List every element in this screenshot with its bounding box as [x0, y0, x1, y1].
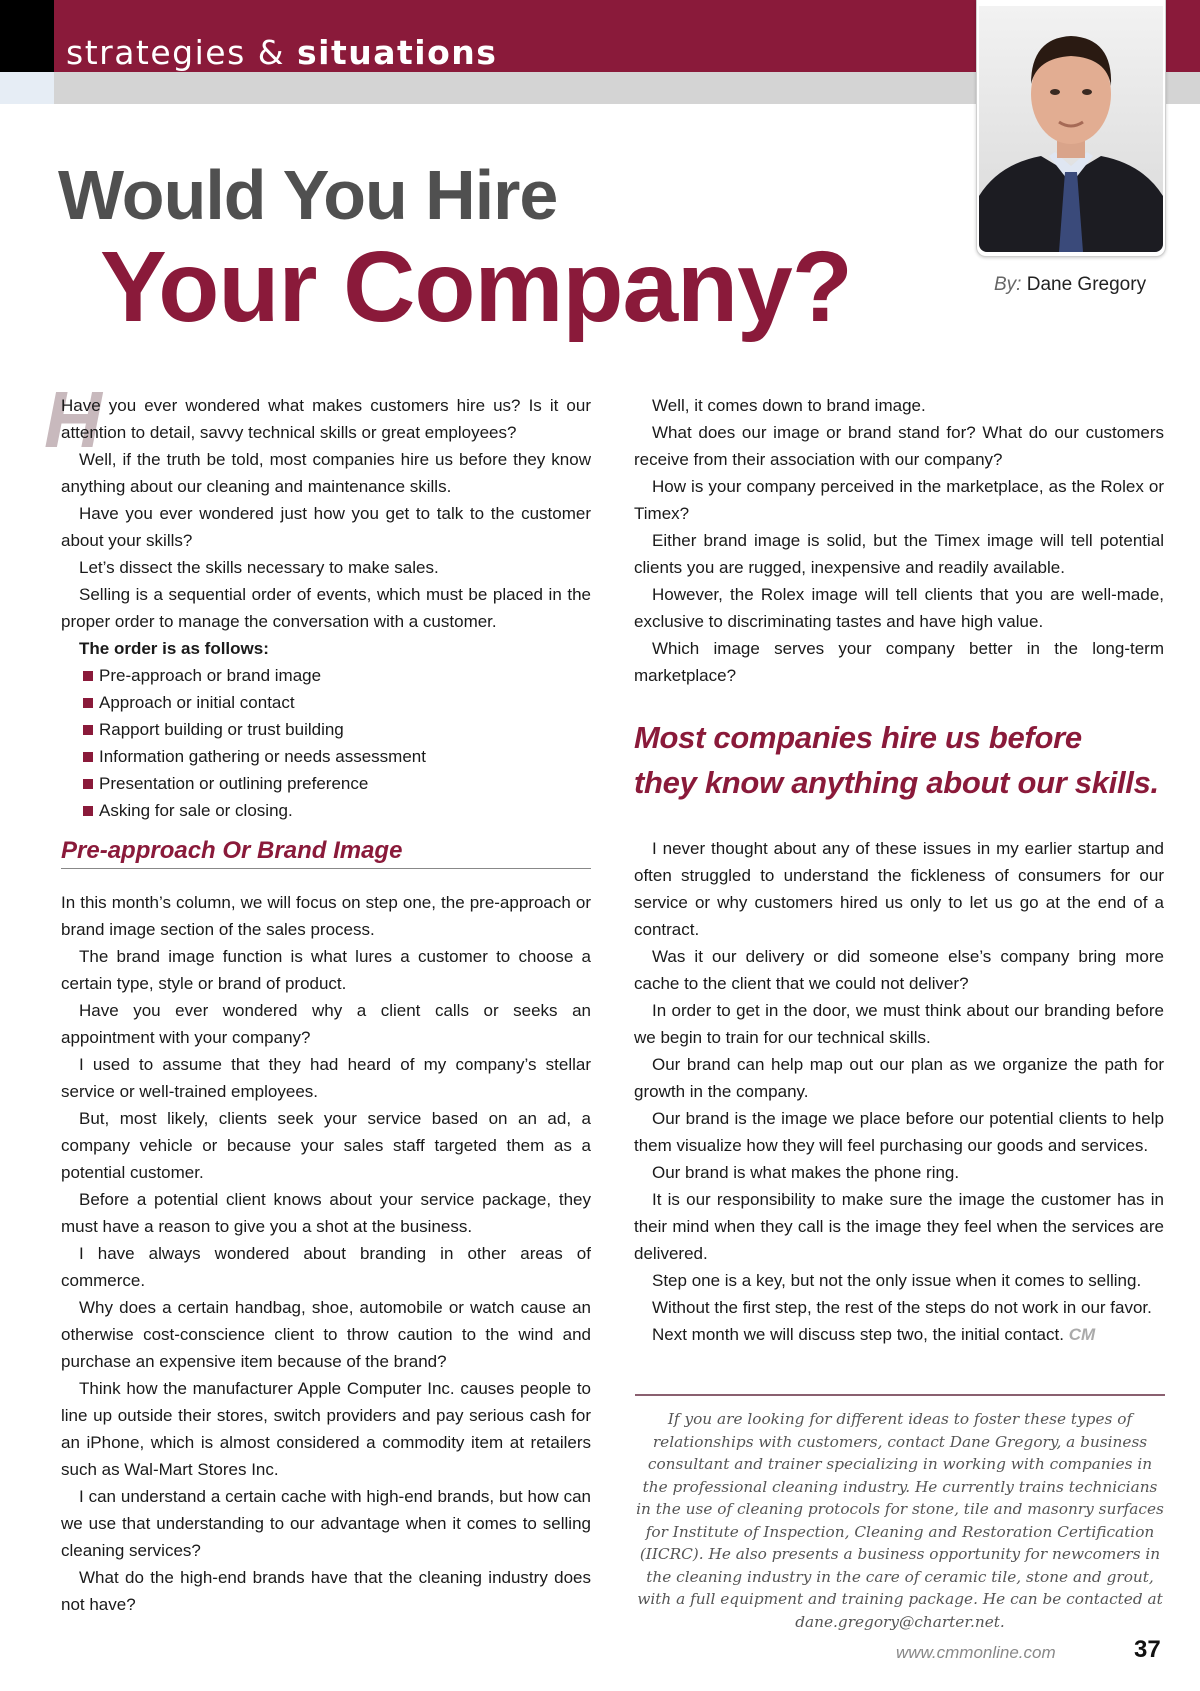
final-sentence: Next month we will discuss step two, the initial contact. [652, 1325, 1064, 1344]
subheading: Pre-approach Or Brand Image [61, 836, 591, 869]
author-photo-frame [976, 0, 1166, 257]
page-number: 37 [1134, 1636, 1161, 1663]
paragraph: Which image serves your company better in the long-term marketplace? [634, 639, 1164, 685]
paragraph: Our brand is what makes the phone ring. [652, 1163, 960, 1182]
paragraph: But, most likely, clients seek your service based on an ad, a company vehicle or because your sales staff targeted them as a potential customer. [61, 1109, 591, 1182]
paragraph: Think how the manufacturer Apple Computer Inc. causes people to line up outside their stores, switch providers and pay serious cash for an iPhone, which is almost considered a commodity item at retailers such as Wal-Mart Stores Inc. [61, 1379, 591, 1479]
list-item: Presentation or outlining preference [83, 770, 591, 797]
paragraph: The brand image function is what lures a customer to choose a certain type, style or brand of product. [61, 947, 591, 993]
paragraph: Well, it comes down to brand image. [652, 396, 926, 415]
paragraph: What do the high-end brands have that the cleaning industry does not have? [61, 1568, 591, 1614]
right-column [634, 392, 1164, 1348]
paragraph: Selling is a sequential order of events, which must be placed in the proper order to manage the conversation with a customer. [61, 585, 591, 631]
paragraph: I have always wondered about branding in other areas of commerce. [61, 1244, 591, 1290]
section-label-light: strategies & [66, 33, 297, 72]
paragraph: Have you ever wondered what makes customers hire us? Is it our attention to detail, savvy technical skills or great employees? [61, 396, 591, 442]
header-accent-block [0, 72, 54, 104]
left-column [61, 392, 591, 1618]
list-heading: The order is as follows: [79, 639, 269, 658]
header-corner-block [0, 0, 54, 72]
drop-cap: H [44, 375, 102, 464]
paragraph: Our brand is the image we place before our potential clients to help them visualize how they will feel purchasing our goods and services. [634, 1109, 1164, 1155]
author-photo [979, 6, 1163, 252]
end-mark: CM [1068, 1325, 1096, 1344]
paragraph: Have you ever wondered why a client calls or seeks an appointment with your company? [61, 1001, 591, 1047]
list-item: Approach or initial contact [83, 689, 591, 716]
paragraph: In this month’s column, we will focus on step one, the pre-approach or brand image section of the sales process. [61, 893, 591, 939]
paragraph: Without the first step, the rest of the steps do not work in our favor. [652, 1298, 1152, 1317]
paragraph: Step one is a key, but not the only issue when it comes to selling. [652, 1271, 1142, 1290]
byline [994, 274, 1146, 296]
headline-line-1: Would You Hire [58, 156, 558, 234]
paragraph: Have you ever wondered just how you get to talk to the customer about your skills? [61, 504, 591, 550]
paragraph: In order to get in the door, we must think about our branding before we begin to train for our technical skills. [634, 1001, 1164, 1047]
paragraph: I used to assume that they had heard of my company’s stellar service or well-trained employees. [61, 1055, 591, 1101]
byline-author: Dane Gregory [1026, 274, 1147, 295]
list-item: Asking for sale or closing. [83, 797, 591, 824]
paragraph: However, the Rolex image will tell clients that you are well-made, exclusive to discriminating tastes and have high value. [634, 585, 1164, 631]
paragraph: Before a potential client knows about your service package, they must have a reason to give you a shot at the business. [61, 1190, 591, 1236]
section-label [66, 33, 498, 72]
paragraph [634, 1321, 1164, 1348]
section-label-bold: situations [297, 33, 498, 72]
paragraph: I can understand a certain cache with high-end brands, but how can we use that understanding to our advantage when it comes to selling cleaning services? [61, 1487, 591, 1560]
paragraph: Let’s dissect the skills necessary to make sales. [79, 558, 439, 577]
paragraph: Why does a certain handbag, shoe, automobile or watch cause an otherwise cost-conscience client to throw caution to the wind and purchase an expensive item because of the brand? [61, 1298, 591, 1371]
pull-quote [634, 715, 1164, 805]
paragraph: How is your company perceived in the marketplace, as the Rolex or Timex? [634, 477, 1164, 523]
steps-list [61, 662, 591, 824]
list-item: Pre-approach or brand image [83, 662, 591, 689]
paragraph: Either brand image is solid, but the Timex image will tell potential clients you are rugged, inexpensive and readily available. [634, 531, 1164, 577]
paragraph: Well, if the truth be told, most companies hire us before they know anything about our cleaning and maintenance skills. [61, 450, 591, 496]
pull-quote-line: they know anything about our skills. [634, 765, 1159, 800]
paragraph: I never thought about any of these issues in my earlier startup and often struggled to understand the fickleness of consumers for our service or why customers hired us only to let us go at the end of a contract. [634, 839, 1164, 939]
paragraph: Our brand can help map out our plan as we organize the path for growth in the company. [634, 1055, 1164, 1101]
list-item: Rapport building or trust building [83, 716, 591, 743]
paragraph: Was it our delivery or did someone else’s company bring more cache to the client that we could not deliver? [634, 947, 1164, 993]
author-portrait-illustration [979, 6, 1163, 252]
list-item: Information gathering or needs assessment [83, 743, 591, 770]
byline-prefix: By: [994, 274, 1022, 295]
paragraph: What does our image or brand stand for? What do our customers receive from their association with our company? [634, 423, 1164, 469]
headline-line-2: Your Company? [100, 231, 852, 343]
paragraph: It is our responsibility to make sure the image the customer has in their mind when they call is the image they feel when the services are delivered. [634, 1190, 1164, 1263]
pull-quote-line: Most companies hire us before [634, 720, 1082, 755]
author-bio: If you are looking for different ideas to foster these types of relationships with customers, contact Dane Gregory, a business consultant and trainer specializing in working with companies in the professional cleaning industry. He currently trains technicians in the use of cleaning protocols for stone, tile and masonry surfaces for Institute of Inspection, Cleaning and Restoration Certification (IICRC). He also presents a business opportunity for newcomers in the cleaning industry in the care of ceramic tile, stone and grout, with a full equipment and training package. He can be contacted at dane.gregory@charter.net. [635, 1394, 1165, 1633]
footer-url[interactable]: www.cmmonline.com [896, 1643, 1056, 1662]
